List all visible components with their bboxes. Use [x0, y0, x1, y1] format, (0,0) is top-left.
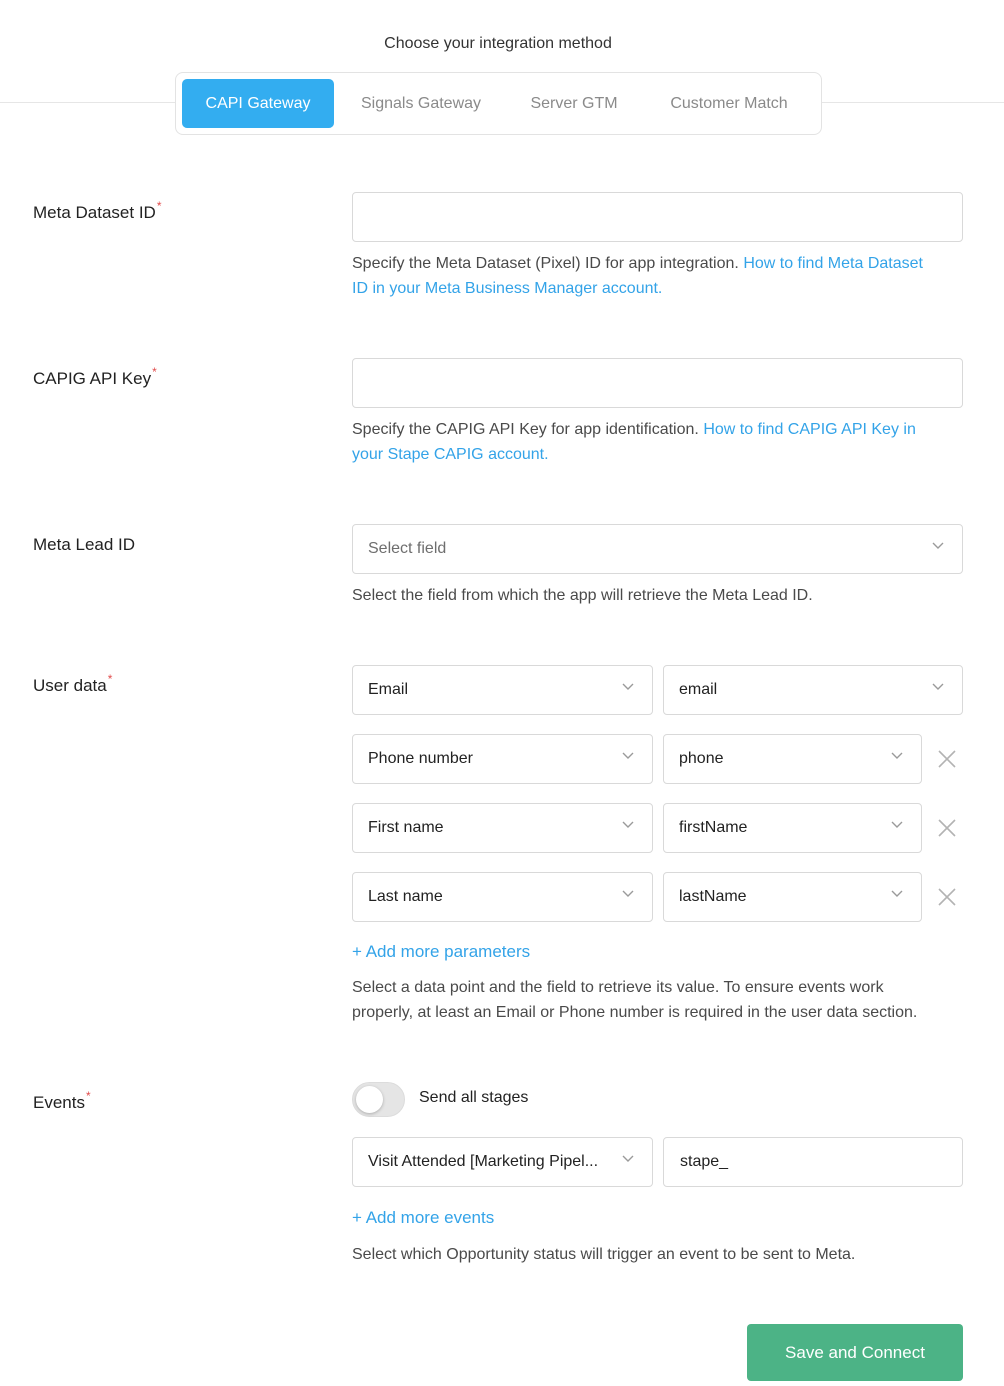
chevron-down-icon: [622, 683, 632, 693]
add-more-parameters-link[interactable]: + Add more parameters: [352, 942, 531, 961]
capig-api-key-field[interactable]: [353, 359, 962, 407]
chevron-down-icon: [932, 542, 942, 552]
user-data-point-select[interactable]: Last name: [352, 872, 653, 922]
save-and-connect-button[interactable]: Save and Connect: [747, 1324, 963, 1381]
tab-server-gtm[interactable]: Server GTM: [530, 95, 618, 112]
user-data-field-select[interactable]: lastName: [663, 872, 922, 922]
user-data-field-select[interactable]: firstName: [663, 803, 922, 853]
chevron-down-icon: [932, 683, 942, 693]
integration-method-tabs: [175, 72, 822, 135]
capig-api-key-help-link[interactable]: How to find CAPIG API Key in your Stape CAPIG account.: [352, 421, 916, 463]
send-all-stages-toggle[interactable]: [352, 1082, 405, 1117]
required-marker: *: [152, 365, 157, 379]
user-data-field-select[interactable]: email: [663, 665, 963, 715]
user-data-point-select[interactable]: First name: [352, 803, 653, 853]
close-icon[interactable]: [936, 817, 958, 839]
close-icon[interactable]: [936, 886, 958, 908]
meta-dataset-id-field[interactable]: [353, 193, 962, 241]
add-more-events-link[interactable]: + Add more events: [352, 1208, 495, 1227]
toggle-knob: [356, 1086, 383, 1113]
event-name-field[interactable]: [664, 1138, 962, 1186]
capig-api-key-help: Specify the CAPIG API Key for app identification. How to find CAPIG API Key in your Stape CAPIG account.: [352, 421, 916, 463]
events-help: Select which Opportunity status will trigger an event to be sent to Meta.: [352, 1246, 856, 1263]
close-icon[interactable]: [936, 748, 958, 770]
meta-dataset-id-input[interactable]: [352, 192, 963, 242]
user-data-field-select[interactable]: phone: [663, 734, 922, 784]
tab-customer-match[interactable]: Customer Match: [670, 95, 788, 112]
capig-api-key-input[interactable]: [352, 358, 963, 408]
meta-dataset-id-help: Specify the Meta Dataset (Pixel) ID for app integration. How to find Meta Dataset ID in your Meta Business Manager account.: [352, 255, 923, 297]
chevron-down-icon: [622, 752, 632, 762]
tab-capi-gateway[interactable]: CAPI Gateway: [182, 79, 334, 128]
user-data-label: User data*: [33, 672, 113, 695]
chevron-down-icon: [622, 890, 632, 900]
chevron-down-icon: [891, 752, 901, 762]
required-marker: *: [156, 199, 162, 213]
meta-dataset-id-label: Meta Dataset ID*: [33, 199, 162, 222]
meta-lead-id-select[interactable]: [352, 524, 963, 574]
event-stage-select[interactable]: Visit Attended [Marketing Pipel...: [352, 1137, 653, 1187]
meta-dataset-help-link[interactable]: How to find Meta Dataset ID in your Meta Business Manager account.: [352, 255, 923, 297]
events-label: Events*: [33, 1089, 91, 1112]
chevron-down-icon: [891, 821, 901, 831]
chevron-down-icon: [622, 1155, 632, 1165]
meta-lead-id-help: Select the field from which the app will retrieve the Meta Lead ID.: [352, 587, 813, 604]
meta-lead-id-label: Meta Lead ID: [33, 535, 136, 554]
tab-signals-gateway[interactable]: Signals Gateway: [360, 95, 482, 112]
integration-method-title: Choose your integration method: [384, 35, 612, 52]
chevron-down-icon: [622, 821, 632, 831]
user-data-help: Select a data point and the field to retrieve its value. To ensure events work properly, at least an Email or Phone number is required in the user data section.: [352, 979, 918, 1021]
event-name-input[interactable]: [663, 1137, 963, 1187]
required-marker: *: [107, 672, 113, 686]
user-data-point-select[interactable]: Phone number: [352, 734, 653, 784]
capig-api-key-label: CAPIG API Key*: [33, 365, 157, 388]
required-marker: *: [85, 1089, 91, 1103]
user-data-point-select[interactable]: Email: [352, 665, 653, 715]
send-all-stages-label: Send all stages: [419, 1089, 529, 1106]
meta-lead-id-placeholder: Select field: [368, 540, 447, 557]
chevron-down-icon: [891, 890, 901, 900]
